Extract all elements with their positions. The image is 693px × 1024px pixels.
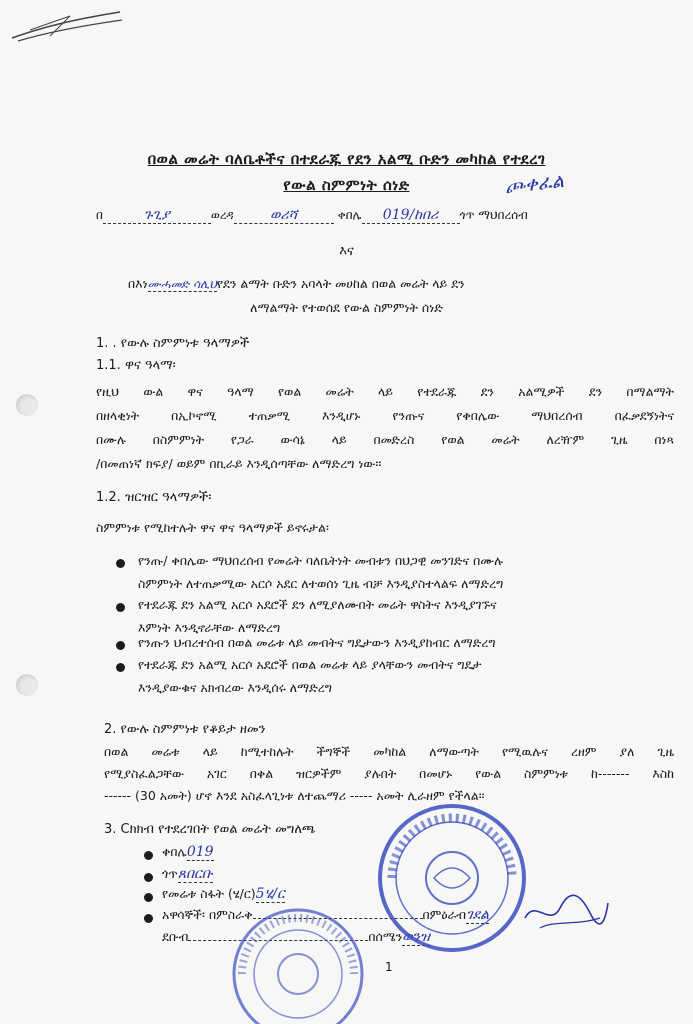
kebele-value: 019 <box>186 844 214 860</box>
area-value: 5ሄ/ር <box>255 886 285 902</box>
woreda-label: ወረዳ <box>210 208 234 222</box>
section1-2-intro: ስምምነቱ የሚከተሉት ዋና ዋና ዓላማዎች ይኖሩታል፡ <box>96 520 329 535</box>
bullet-dot <box>144 914 153 923</box>
bullet-dot <box>144 873 153 882</box>
zone-field: ጉጊያ <box>103 207 211 224</box>
intro-line1 <box>128 276 465 292</box>
section2-line: በወል መሬቱ ላይ ከሚተከሉት ችግኞች መካከል ለማውጣት የሚዉሉና ረዘም ያለ ጊዜ <box>104 744 674 759</box>
bullet-text: ስምምነት ለተጠቃሚው አርሶ አደር ለተወሰነ ጊዜ ብቻ እንዲያስተላልፍ ለማድረግ <box>138 576 504 591</box>
section2-line: ------ (30 አመት) ሆኖ እንደ አስፈላጊነቱ ለተጨማሪ ----- አመት ሊራዘም የችላል፡፡ <box>104 788 485 803</box>
got-label: ጎጥ <box>162 866 178 881</box>
intro-rest: የደን ልማት ቡድን አባላት መሀከል በወል መሬት ላይ ደን <box>216 276 465 291</box>
bullet-text: የተደራጁ ደን አልሚ አርሶ አደሮች በወል መሬቱ ላይ ያላቸውን መብትና ግዴታ <box>138 657 482 672</box>
official-stamp-bottom <box>228 900 368 1024</box>
prefix-ba: በ <box>96 208 103 222</box>
bullet-dot <box>116 559 125 568</box>
east-label: በምስራቅ <box>208 907 253 922</box>
kebele-label: ቀበሌ <box>337 208 362 222</box>
page-number: 1 <box>385 960 393 974</box>
bullet-text: የንጡን ህብረተሰብ በወል መሬቱ ላይ መብትና ግዴታውን እንዲያከብር ለማድረግ <box>138 635 496 650</box>
bullet-dot <box>116 641 125 650</box>
handwritten-tag: ጮቀፈል <box>504 169 565 199</box>
section1-2-heading: 1.2. ዝርዝር ዓላማዎች፡ <box>96 490 212 505</box>
corner-scribble <box>10 8 125 44</box>
and-word: እና <box>339 244 354 259</box>
south-label: ደቡብ <box>162 929 189 944</box>
official-stamp-top <box>372 798 532 958</box>
bullet-dot <box>144 851 153 860</box>
woreda-field: ወሪሻ <box>234 207 334 224</box>
kebele-field: 019/ከበሪ <box>362 207 460 224</box>
section1-heading: 1. . የውሉ ስምምነቱ ዓላማዎች <box>96 336 250 351</box>
kebele-row <box>162 844 214 860</box>
north-value: ወንዝ <box>402 929 430 945</box>
west-value: ገደል <box>466 907 489 923</box>
intro-prefix: በእነ <box>128 276 148 291</box>
bullet-text: የንጡ/ ቀበሌው ማህበረሰብ የመሬት ባለቤትነት መብቱን በህጋዊ መንገድና በሙሉ <box>138 553 504 568</box>
punch-hole <box>16 674 38 696</box>
signature <box>520 888 610 938</box>
got-row <box>162 866 213 882</box>
paragraph-line: በሙሉ በስምምነት የጋራ ውሳኔ ላይ በመድረስ የወል መሬት ለረዥም ጊዜ በነጻ <box>96 432 674 447</box>
kebele-label: ቀበሌ <box>162 844 187 859</box>
got-value: ጸበርቡ <box>177 866 213 882</box>
paragraph-line: /በመጠነኛ ክፍያ/ ወይም በኪራይ እንዲሰጣቸው ለማድረግ ነው፡፡ <box>96 456 382 471</box>
document-title-line1: በወል መሬት ባለቤቶችና በተደራጁ የደን አልሚ ቡድን መካከል የተደረገ <box>147 150 546 168</box>
bullet-text: የተደራጁ ደን አልሚ አርሶ አደሮች ደን ለሚያለሙበት መሬት ዋስትና እንዲያገኙና <box>138 597 497 612</box>
got-label: ጎጥ ማህበረሰብ <box>459 208 528 222</box>
section2-heading: 2. የውሉ ስምምነቱ የቆይታ ዘመን <box>104 722 266 737</box>
bullet-dot <box>116 663 125 672</box>
section3-heading: 3. Cክክብ የተደረገበት የወል መሬት መግለጫ <box>104 822 316 837</box>
document-title-line2: የውል ስምምነት ሰነድ <box>283 176 410 194</box>
paragraph-line: በዘላቂነት በኢኮኖሚ ተጠቃሚ እንዲሆኑ የንጡና የቀበሌው ማህበረሰብ በፈቃደኝነትና <box>96 408 674 423</box>
bullet-text: እንዲያውቁና አክብረው እንዲሰሩ ለማድረግ <box>138 680 333 695</box>
section1-1-heading: 1.1. ዋና ዓላማ፡ <box>96 358 176 373</box>
section2-line: የሚያስፈልጋቸው አገር በቀል ዝርዎችም ያሉበት በመሆኑ የውል ስምምነቱ ከ------- እስከ <box>104 766 674 781</box>
paragraph-line: የዚህ ውል ዋና ዓላማ የወል መሬት ላይ የተደራጁ ደን አልሚዎች ደን በማልማት <box>96 384 674 399</box>
bullet-text: እምነት እንዲኖራቸው ለማድረግ <box>138 620 281 635</box>
neighbors-label: አዋሳኞች፡ <box>162 907 205 922</box>
bullet-dot <box>116 603 125 612</box>
north-label: በሰሜን <box>368 929 403 944</box>
bullet-dot <box>144 893 153 902</box>
group-name-field: ሙሓመድ ሳሊህ <box>147 277 217 291</box>
intro-line2: ለማልማት የተወሰደ የውል ስምምነት ሰነድ <box>250 300 443 315</box>
location-row <box>96 207 616 224</box>
area-label: የመሬቱ ስፋት (ሄ/ር) <box>162 886 256 901</box>
punch-hole <box>16 394 38 416</box>
west-label: በምዕራብ <box>422 907 467 922</box>
